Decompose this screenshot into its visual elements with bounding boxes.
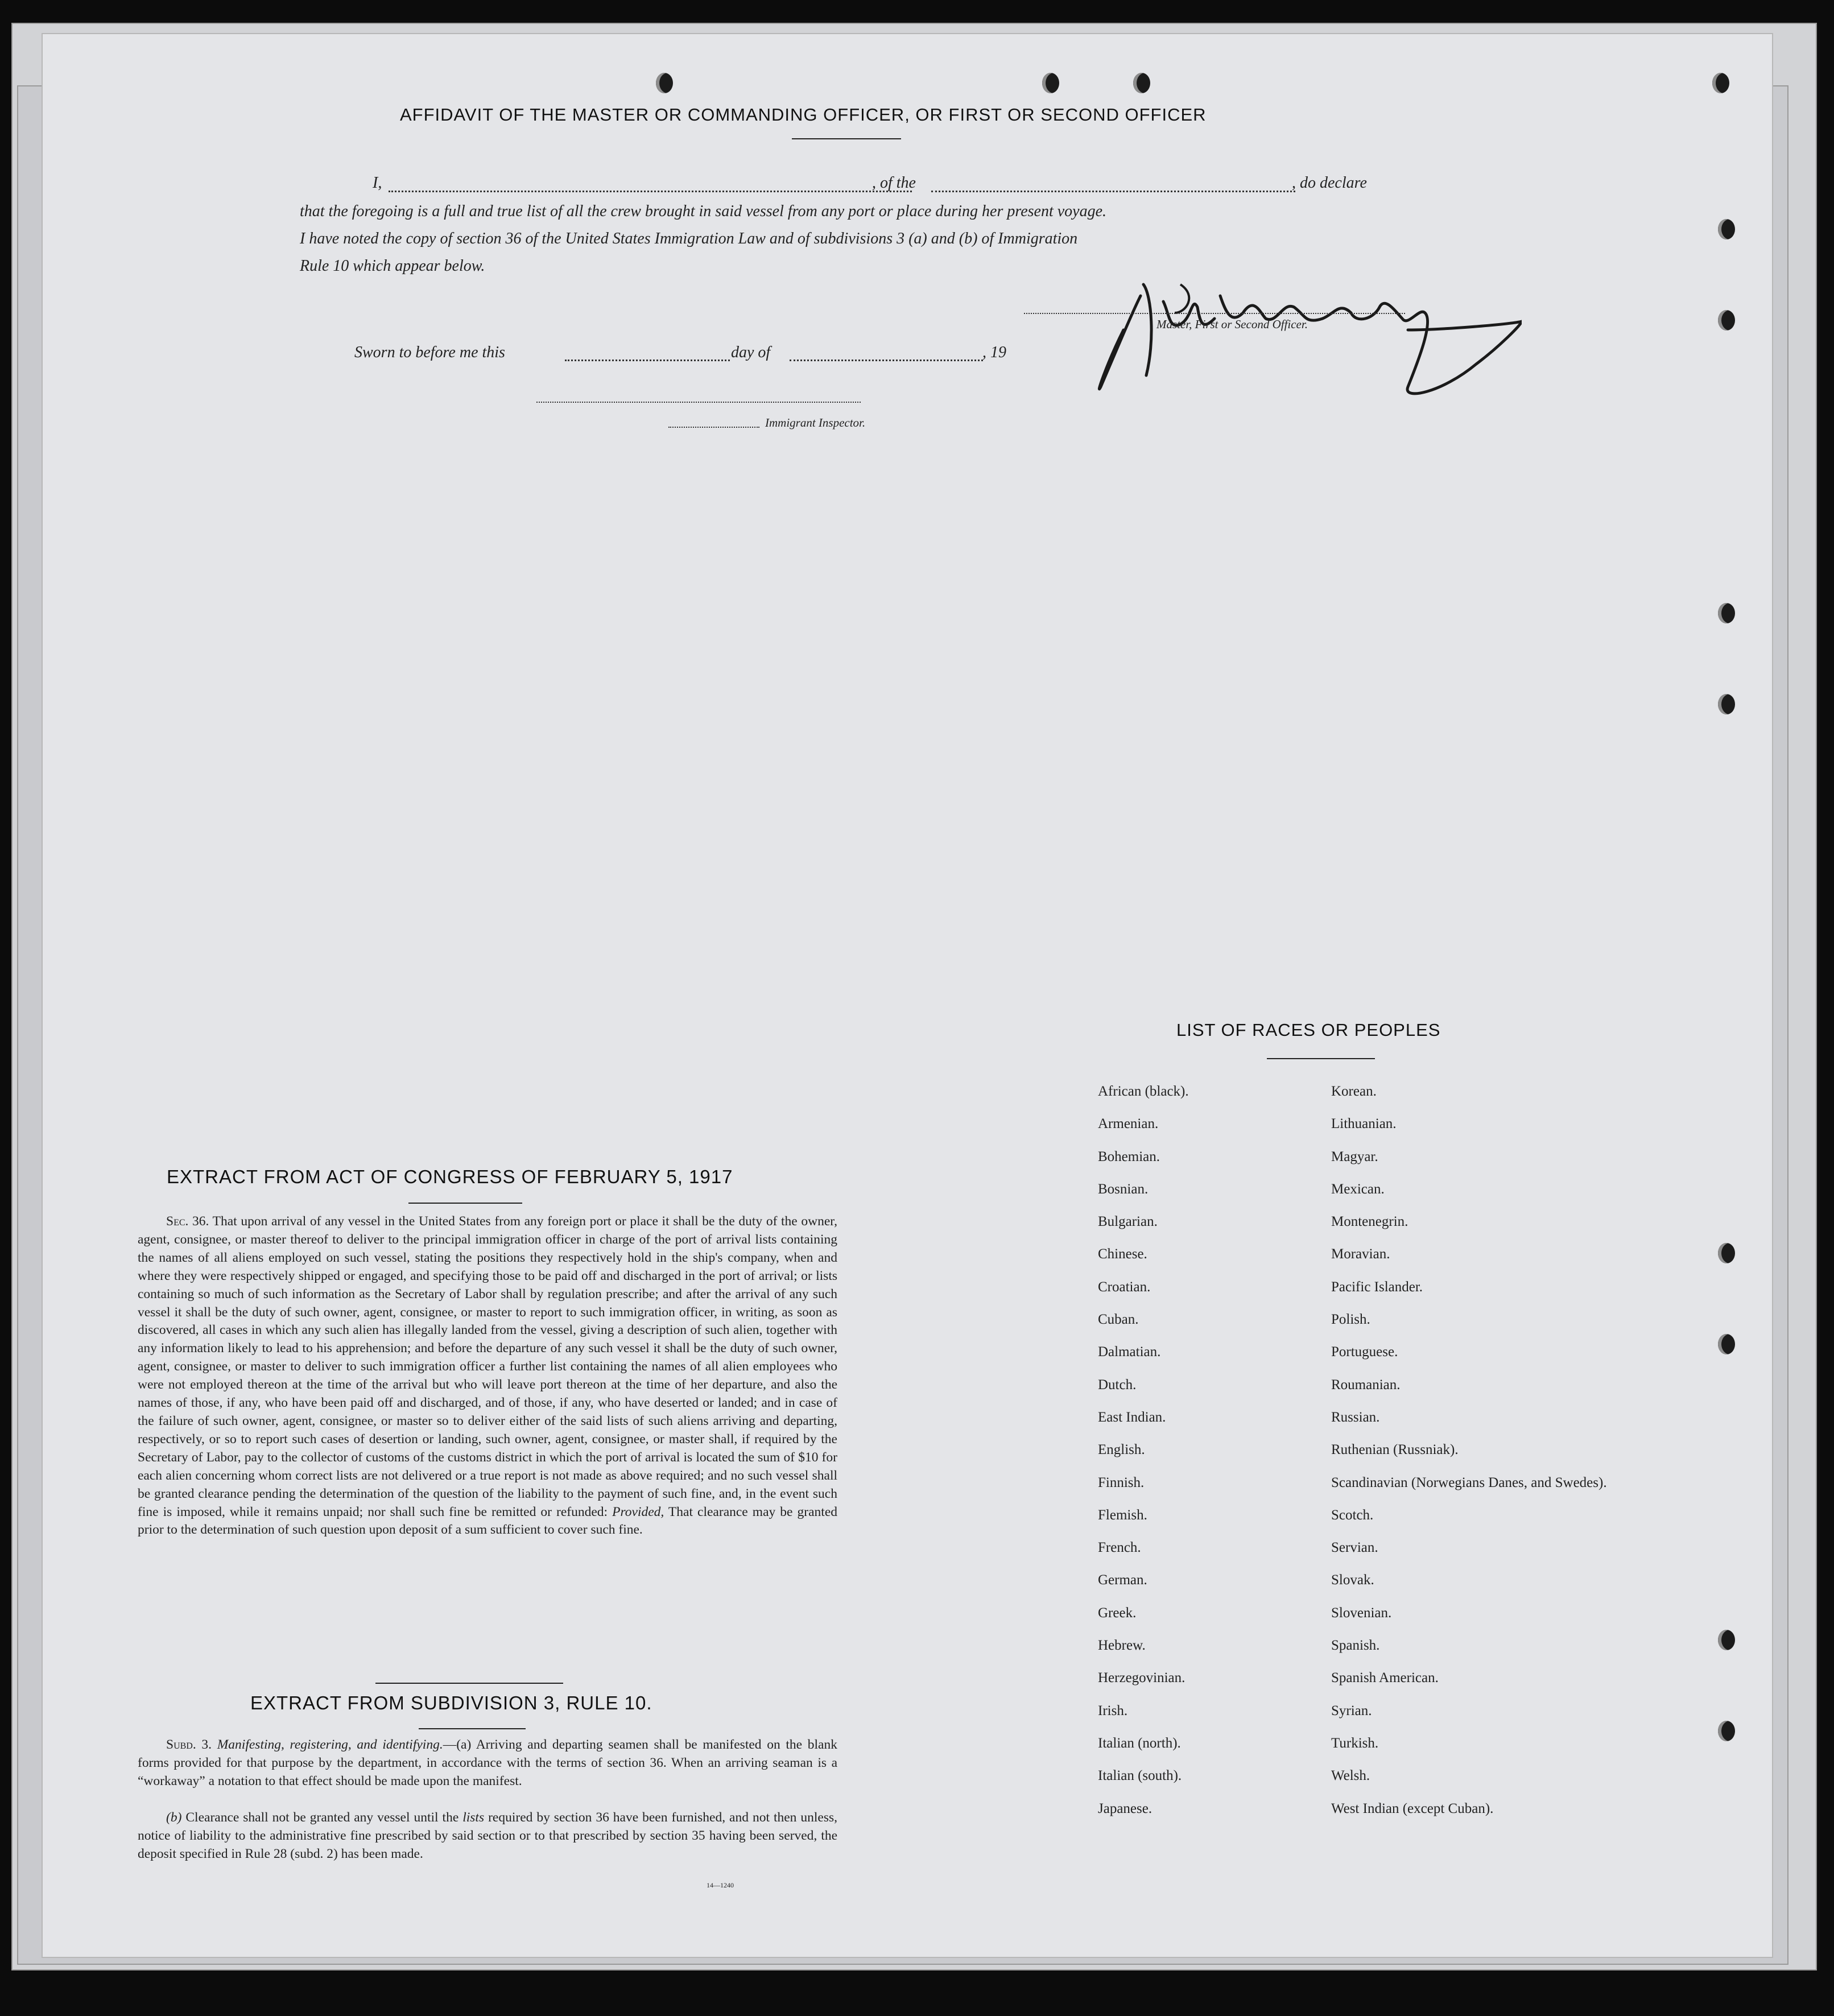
race-list-item: Slovak. <box>1331 1572 1374 1588</box>
rule-title-rule <box>419 1728 526 1729</box>
act-extract-title: EXTRACT FROM ACT OF CONGRESS OF FEBRUARY 5, 1917 <box>167 1166 733 1187</box>
affidavit-line1-suffix: , do declare <box>1292 174 1367 192</box>
signature-caption: Master, First or Second Officer. <box>1156 317 1308 331</box>
document-page <box>43 34 1772 1957</box>
rule-extract-title: EXTRACT FROM SUBDIVISION 3, RULE 10. <box>250 1692 652 1713</box>
race-list-item: Magyar. <box>1331 1149 1378 1164</box>
race-list-item: Roumanian. <box>1331 1377 1401 1393</box>
race-list-item: Hebrew. <box>1098 1638 1146 1654</box>
race-list-item: Spanish American. <box>1331 1670 1439 1686</box>
race-list-item: Lithuanian. <box>1331 1116 1397 1132</box>
affidavit-line3: I have noted the copy of section 36 of the United States Immigration Law and of subdivisions 3 (a) and (b) of Immigration <box>300 230 1078 247</box>
race-list-item: Portuguese. <box>1331 1344 1398 1360</box>
race-list-item: Welsh. <box>1331 1768 1370 1784</box>
sworn-day-of: day of <box>731 344 771 361</box>
race-list-item: Dalmatian. <box>1098 1344 1161 1360</box>
sworn-day-blank[interactable] <box>565 360 730 361</box>
punch-hole-icon <box>1718 1334 1735 1354</box>
subd-a-text <box>138 1736 837 1791</box>
race-list-item: Japanese. <box>1098 1800 1153 1816</box>
race-list-item: Mexican. <box>1331 1181 1385 1197</box>
section-label: Sec. 36. <box>166 1214 209 1229</box>
race-list-item: Spanish. <box>1331 1638 1380 1654</box>
section-body: That upon arrival of any vessel in the United States from any foreign port or place it shall be the duty of the owner, agent, consignee, or master thereof to deliver to the principal immigration officer in charge of the port of arrival lists containing the names of all aliens employed on such vessel, stating the positions they respectively hold in the ship's company, when and where they were respectively shipped or engaged, and specifying those to be paid off and discharged in the port of arrival; or lists containing so much of such information as the Secretary of Labor shall by regulation prescribe; and after the arrival of any such vessel it shall be the duty of such owner, agent, consignee, or master to report to such immigration officer, in writing, as soon as discovered, all cases in which any such alien has illegally landed from the vessel, giving a description of such alien, together with any information likely to lead to his apprehension; and before the departure of any such vessel it shall be the duty of such owner, agent, consignee, or master to deliver to such immigration officer a further list containing the names of all alien employees who were not employed thereon at the time of the arrival but who will leave port thereon at the time of her departure, and also the names of those, if any, who have been paid off and discharged, and of those, if any, who have deserted or landed; and in case of the failure of such owner, agent, consignee, or master so to deliver either of the said lists of such aliens arriving and departing, respectively, or so to report such cases of desertion or landing, such owner, agent, consignee, or master shall, if required by the Secretary of Labor, pay to the collector of customs of the customs district in which the port of arrival is located the sum of $10 for each alien concerning whom correct lists are not delivered or a true report is not made as above required; and no such vessel shall be granted clearance pending the determination of the question of the liability to the payment of such fine, and, in the event such fine is imposed, while it remains unpaid; nor shall such fine be remitted or refunded: <box>138 1214 838 1519</box>
act-end-rule <box>375 1683 563 1684</box>
subd-b-lists: lists <box>462 1810 485 1825</box>
affidavit-title: AFFIDAVIT OF THE MASTER OR COMMANDING OFFICER, OR FIRST OR SECOND OFFICER <box>400 105 1207 125</box>
race-list-item: English. <box>1098 1442 1145 1458</box>
race-list-item: Turkish. <box>1331 1735 1379 1751</box>
signature-line[interactable] <box>1024 313 1405 314</box>
race-list-item: German. <box>1098 1572 1147 1588</box>
punch-hole-icon <box>1133 73 1150 93</box>
sworn-year: , 19 <box>982 344 1006 361</box>
punch-hole-icon <box>1718 603 1735 623</box>
race-list-item: Armenian. <box>1098 1116 1159 1132</box>
race-list-item: Bosnian. <box>1098 1181 1149 1197</box>
sworn-prefix: Sworn to before me this <box>354 344 505 361</box>
punch-hole-icon <box>1718 694 1735 714</box>
sworn-month-blank[interactable] <box>790 360 983 361</box>
race-list-item: Flemish. <box>1098 1507 1147 1523</box>
race-list-item: Syrian. <box>1331 1703 1372 1718</box>
affidavit-line1-middle: , of the <box>872 174 916 192</box>
race-list-item: Bohemian. <box>1098 1149 1160 1164</box>
races-title: LIST OF RACES OR PEOPLES <box>1176 1020 1441 1040</box>
races-column-2 <box>1331 1075 1607 1825</box>
punch-hole-icon <box>1042 73 1059 93</box>
subd-b-text <box>138 1809 837 1864</box>
vessel-blank[interactable] <box>931 191 1295 192</box>
race-list-item: Ruthenian (Russniak). <box>1331 1442 1459 1458</box>
subd-b-body-2: required by section 36 have been furnished, and not then unless, notice of liability to the administrative fine prescribed by said section or to that prescribed by section 35 having been served, the deposit specified in Rule 28 (subd. 2) has been made. <box>138 1810 837 1861</box>
inspector-short-line <box>668 427 759 428</box>
race-list-item: Pacific Islander. <box>1331 1279 1423 1295</box>
race-list-item: Bulgarian. <box>1098 1214 1158 1230</box>
form-number: 14—1240 <box>707 1881 734 1889</box>
punch-hole-icon <box>1718 310 1735 331</box>
race-list-item: Irish. <box>1098 1703 1128 1718</box>
race-list-item: Italian (north). <box>1098 1735 1181 1751</box>
inspector-signature-line[interactable] <box>536 402 861 403</box>
race-list-item: Scandinavian (Norwegians Danes, and Swedes). <box>1331 1474 1607 1490</box>
race-list-item: East Indian. <box>1098 1409 1166 1425</box>
affidavit-line1-prefix: I, <box>373 174 382 192</box>
race-list-item: Italian (south). <box>1098 1768 1182 1784</box>
section-end: That clearance may be granted prior to the determination of such question upon deposit of a sum sufficient to cover such fine. <box>138 1504 838 1538</box>
handwritten-signature <box>1010 262 1522 410</box>
race-list-item: Cuban. <box>1098 1312 1139 1328</box>
race-list-item: Polish. <box>1331 1312 1370 1328</box>
punch-hole-icon <box>1718 1630 1735 1650</box>
affidavit-line4: Rule 10 which appear below. <box>300 257 485 275</box>
punch-hole-icon <box>1712 73 1729 93</box>
race-list-item: Scotch. <box>1331 1507 1374 1523</box>
race-list-item: Slovenian. <box>1331 1605 1392 1621</box>
race-list-item: French. <box>1098 1540 1141 1556</box>
punch-hole-icon <box>1718 1721 1735 1741</box>
race-list-item: Korean. <box>1331 1084 1377 1099</box>
race-list-item: Montenegrin. <box>1331 1214 1408 1230</box>
race-list-item: Herzegovinian. <box>1098 1670 1186 1686</box>
races-column-1 <box>1098 1075 1189 1825</box>
inspector-caption: Immigrant Inspector. <box>765 416 866 429</box>
punch-hole-icon <box>1718 1243 1735 1263</box>
race-list-item: Finnish. <box>1098 1474 1145 1490</box>
races-title-rule <box>1267 1058 1375 1059</box>
subd-b-body-1: Clearance shall not be granted any vessel until the <box>185 1810 459 1825</box>
race-list-item: Russian. <box>1331 1409 1380 1425</box>
provided-label: Provided, <box>612 1504 664 1519</box>
subd-b-mark: (b) <box>166 1810 182 1825</box>
race-list-item: Greek. <box>1098 1605 1137 1621</box>
act-section-36-text <box>138 1213 837 1539</box>
subd-a-mark: —(a) <box>443 1737 472 1752</box>
race-list-item: Moravian. <box>1331 1246 1390 1262</box>
race-list-item: Servian. <box>1331 1540 1378 1556</box>
race-list-item: Dutch. <box>1098 1377 1137 1393</box>
race-list-item: Croatian. <box>1098 1279 1151 1295</box>
race-list-item: African (black). <box>1098 1084 1189 1099</box>
title-rule <box>792 138 901 139</box>
race-list-item: West Indian (except Cuban). <box>1331 1800 1494 1816</box>
act-title-rule <box>408 1203 522 1204</box>
punch-hole-icon <box>656 73 673 93</box>
subd-label: Subd. 3. <box>166 1737 212 1752</box>
subd-heading: Manifesting, registering, and identifying. <box>217 1737 443 1752</box>
punch-hole-icon <box>1718 219 1735 239</box>
race-list-item: Chinese. <box>1098 1246 1147 1262</box>
affidavit-line2: that the foregoing is a full and true list of all the crew brought in said vessel from any port or place during her present voyage. <box>300 203 1107 220</box>
subd-a-body: Arriving and departing seamen shall be manifested on the blank forms provided for that purpose by the department, in accordance with the terms of section 36. When an arriving seaman is a “workaway” a notation to that effect should be made upon the manifest. <box>138 1737 837 1788</box>
name-blank[interactable] <box>389 191 912 192</box>
